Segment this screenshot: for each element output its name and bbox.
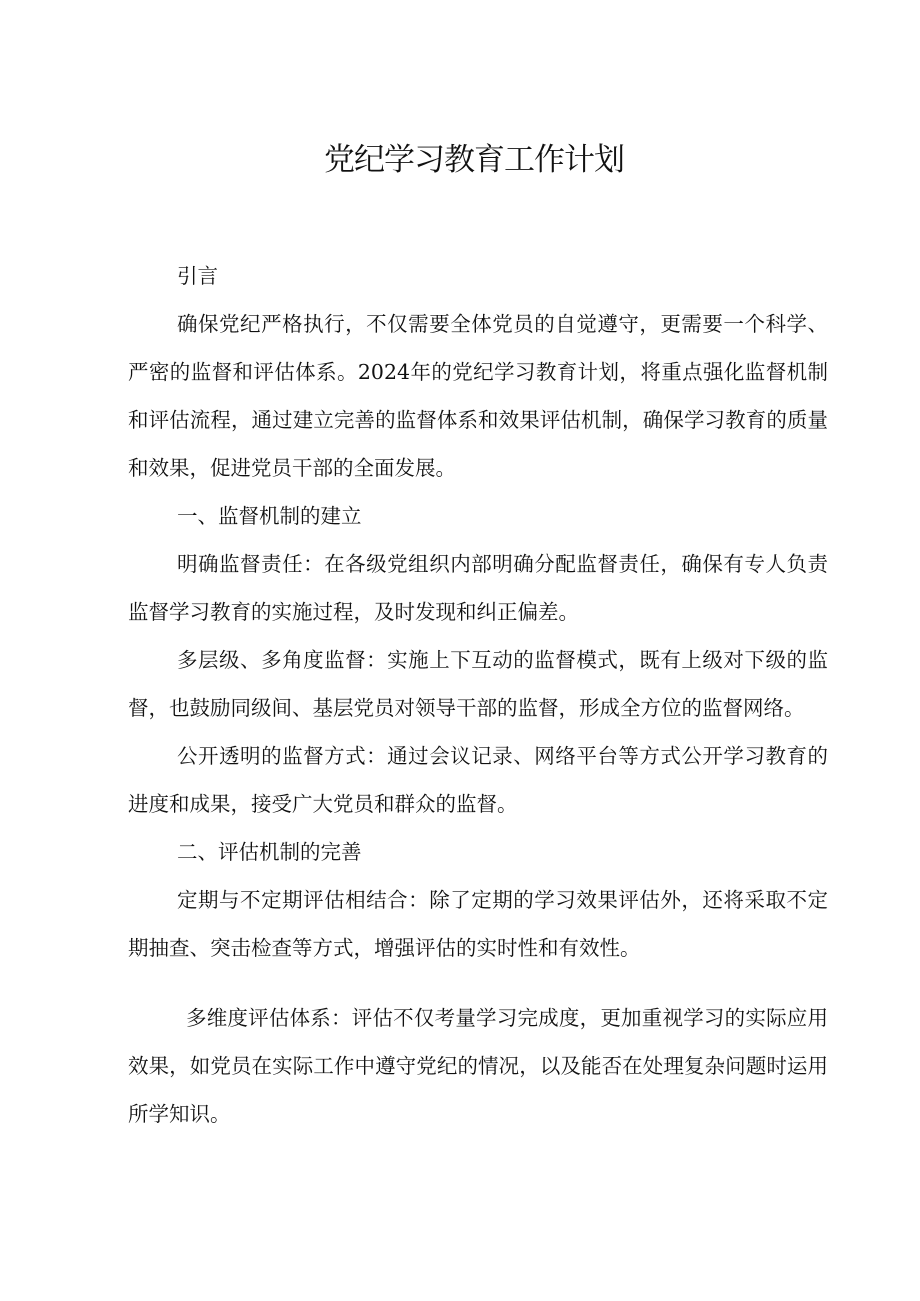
document-body	[128, 252, 828, 1138]
section-heading-evaluation: 二、评估机制的完善	[177, 840, 362, 864]
paragraph-multilevel-supervision: 多层级、多角度监督：实施上下互动的监督模式，既有上级对下级的监督，也鼓励同级间、基层党员对领导干部的监督，形成全方位的监督网络。	[128, 648, 828, 720]
paragraph-multidimensional-evaluation: 多维度评估体系：评估不仅考量学习完成度，更加重视学习的实际应用效果，如党员在实际工作中遵守党纪的情况，以及能否在处理复杂问题时运用所学知识。	[128, 1006, 828, 1126]
section-heading-intro: 引言	[177, 264, 218, 288]
paragraph-intro: 确保党纪严格执行，不仅需要全体党员的自觉遵守，更需要一个科学、严密的监督和评估体系。2024年的党纪学习教育计划，将重点强化监督机制和评估流程，通过建立完善的监督体系和效果评估机制，确保学习教育的质量和效果，促进党员干部的全面发展。	[128, 312, 828, 480]
paragraph-periodic-evaluation: 定期与不定期评估相结合：除了定期的学习效果评估外，还将采取不定期抽查、突击检查等方式，增强评估的实时性和有效性。	[128, 888, 828, 960]
document-title: 党纪学习教育工作计划	[324, 142, 624, 178]
paragraph-transparent-supervision: 公开透明的监督方式：通过会议记录、网络平台等方式公开学习教育的进度和成果，接受广大党员和群众的监督。	[128, 744, 828, 816]
section-heading-supervision: 一、监督机制的建立	[177, 504, 362, 528]
paragraph-supervision-responsibility: 明确监督责任：在各级党组织内部明确分配监督责任，确保有专人负责监督学习教育的实施过程，及时发现和纠正偏差。	[128, 552, 828, 624]
